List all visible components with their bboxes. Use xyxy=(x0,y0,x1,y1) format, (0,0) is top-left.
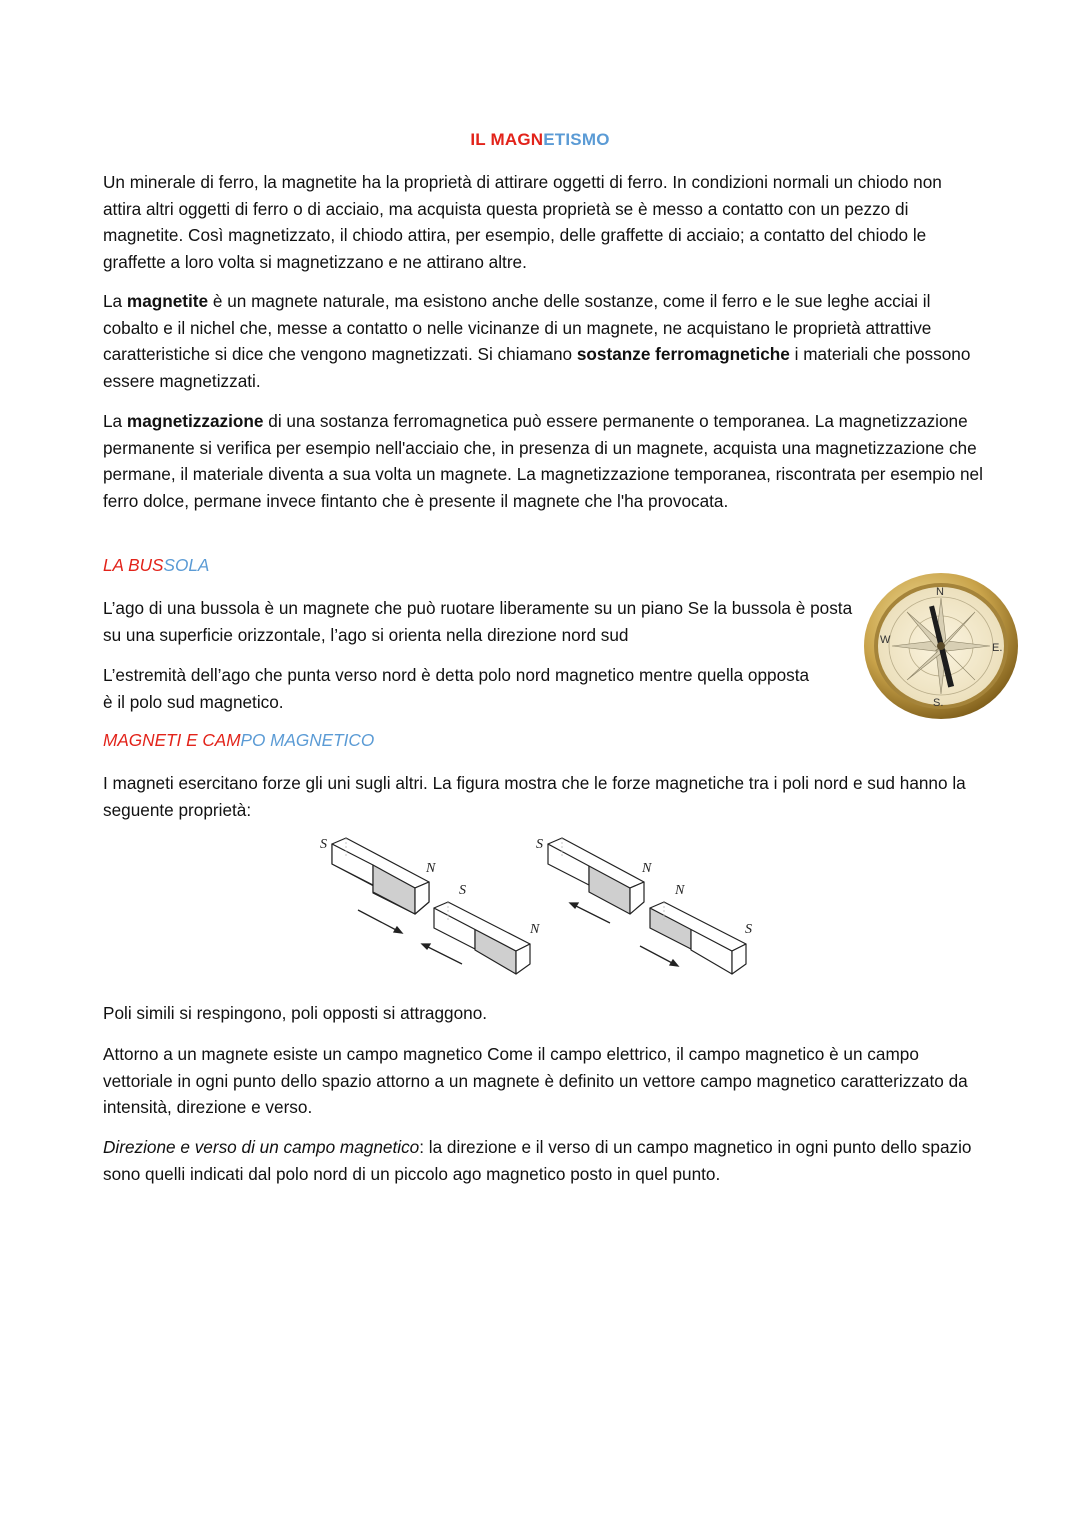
section-heading-bussola: LA BUSSOLA xyxy=(103,555,210,575)
label-n: N xyxy=(426,861,436,876)
magneti-paragraph-1: I magneti esercitano forze gli uni sugli altri. La figura mostra che le forze magnetiche tra i poli nord e sud hanno la seguente proprietà: xyxy=(103,773,966,820)
compass-label-e: E. xyxy=(992,642,1003,654)
term-magnetizzazione: magnetizzazione xyxy=(126,411,264,431)
magnets-figure xyxy=(318,836,758,986)
page-title xyxy=(0,130,1080,150)
magneti-paragraph-4: Direzione e verso di un campo magnetico: la direzione e il verso di un campo magnetico in ogni punto dello spazio sono quelli indicati dal polo nord di un piccolo ago magnetico posto in quel punto. xyxy=(103,1137,972,1184)
label-s: S xyxy=(745,922,752,937)
bussola-paragraph-1: L’ago di una bussola è un magnete che può ruotare liberamente su un piano Se la bussola è posta su una superficie orizzontale, l’ago si orienta nella direzione nord sud xyxy=(103,598,853,645)
term-magnetite: magnetite xyxy=(126,291,209,311)
bussola-paragraph-2: L’estremità dell’ago che punta verso nord è detta polo nord magnetico mentre quella opposta è il polo sud magnetico. xyxy=(103,665,810,712)
label-n: N xyxy=(530,922,540,937)
term-direzione-verso: Direzione e verso di un campo magnetico xyxy=(103,1137,420,1157)
label-s: S xyxy=(459,883,466,898)
magnetite-paragraph: La magnetite è un magnete naturale, ma esistono anche delle sostanze, come il ferro e le sue leghe acciai il cobalto e il nichel che, messe a contatto o nelle vicinanze di un magnete, ne acquistano le proprietà attrattive caratteristiche si dice che vengono magnetizzati. Si chiamano sostanze ferromagnetiche i materiali che possono essere magnetizzati. xyxy=(103,291,971,391)
label-s: S xyxy=(320,837,327,852)
compass-image xyxy=(862,571,1020,721)
magnetizzazione-paragraph: La magnetizzazione di una sostanza ferromagnetica può essere permanente o temporanea. La magnetizzazione permanente si verifica per esempio nell'acciaio che, in presenza di un magnete, acquista una magnetizzazione che permane, il materiale diventa a sua volta un magnete. La magnetizzazione temporanea, riscontrata per esempio nel ferro dolce, permane invece fintanto che è presente il magnete che l'ha provocata. xyxy=(103,411,983,511)
term-sostanze-ferromagnetiche: sostanze ferromagnetiche xyxy=(576,344,790,364)
label-n: N xyxy=(642,861,652,876)
magneti-paragraph-2: Poli simili si respingono, poli opposti si attraggono. xyxy=(103,1003,488,1023)
title-blue-part: ETISMO xyxy=(543,130,610,149)
compass-label-s: S. xyxy=(933,697,944,709)
label-s: S xyxy=(536,837,543,852)
compass-label-n: N xyxy=(936,586,944,598)
section-heading-magneti: MAGNETI E CAMPO MAGNETICO xyxy=(103,730,375,750)
magneti-paragraph-3: Attorno a un magnete esiste un campo magnetico Come il campo elettrico, il campo magnetico è un campo vettoriale in ogni punto dello spazio attorno a un magnete è definito un vettore campo magnetico caratterizzato da intensità, direzione e verso. xyxy=(103,1044,968,1117)
label-n: N xyxy=(675,883,685,898)
compass-label-w: W xyxy=(880,634,891,646)
intro-paragraph: Un minerale di ferro, la magnetite ha la proprietà di attirare oggetti di ferro. In condizioni normali un chiodo non attira altri oggetti di ferro o di acciaio, ma acquista questa proprietà se è messo a contatto con un pezzo di magnetite. Così magnetizzato, il chiodo attira, per esempio, delle graffette di acciaio; a contatto del chiodo le graffette a loro volta si magnetizzano e ne attirano altre. xyxy=(103,172,942,272)
title-red-part: IL MAGN xyxy=(470,130,544,149)
